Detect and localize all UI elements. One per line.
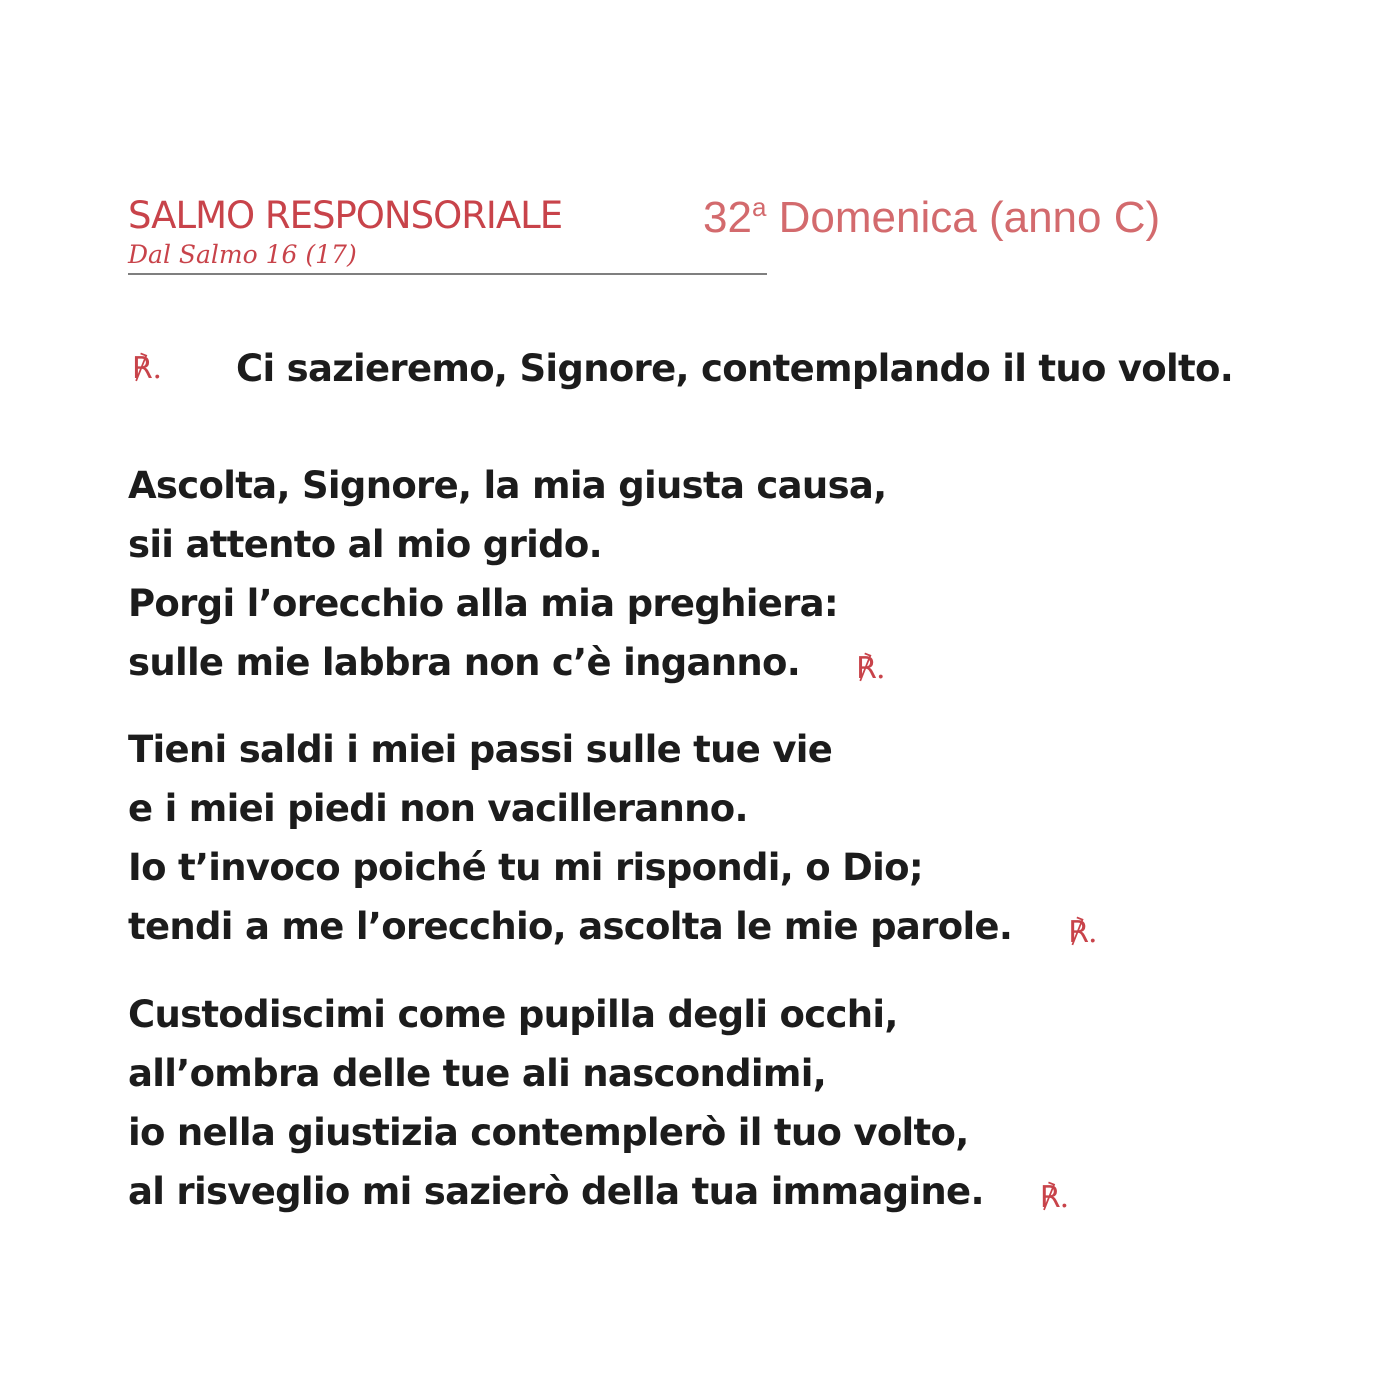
response-symbol: ℟. (132, 351, 163, 386)
verse-line: io nella giustizia contemplerò il tuo volto, (128, 1111, 969, 1154)
verse-text: tendi a me l’orecchio, ascolta le mie parole. (128, 905, 1013, 948)
verse-line-last (128, 897, 1097, 959)
stanza-1 (128, 456, 887, 695)
stanza-2 (128, 720, 1097, 959)
response-symbol: ℟. (856, 651, 885, 686)
section-title: SALMO RESPONSORIALE (128, 194, 563, 237)
stanza-3 (128, 985, 1068, 1224)
verse-line: sii attento al mio grido. (128, 523, 602, 566)
refrain-text: Ci sazieremo, Signore, contemplando il tuo volto. (236, 347, 1234, 390)
verse-line: all’ombra delle tue ali nascondimi, (128, 1052, 827, 1095)
verse-line: Io t’invoco poiché tu mi rispondi, o Dio; (128, 846, 923, 889)
occasion-text: Domenica (anno C) (766, 193, 1161, 242)
occasion-ordinal-indicator: a (751, 192, 767, 222)
liturgical-occasion (703, 192, 1160, 249)
occasion-number: 32 (703, 193, 752, 242)
verse-line: Porgi l’orecchio alla mia preghiera: (128, 582, 839, 625)
verse-text: sulle mie labbra non c’è inganno. (128, 641, 801, 684)
verse-line: Tieni saldi i miei passi sulle tue vie (128, 728, 833, 771)
response-symbol: ℟. (1039, 1180, 1069, 1215)
verse-line-last (128, 633, 887, 695)
verse-line: e i miei piedi non vacilleranno. (128, 787, 748, 830)
verse-line-last (128, 1162, 1068, 1224)
response-symbol: ℟. (1068, 915, 1097, 950)
verse-text: al risveglio mi sazierò della tua immagine. (128, 1170, 984, 1213)
verse-line: Custodiscimi come pupilla degli occhi, (128, 993, 898, 1036)
verse-line: Ascolta, Signore, la mia giusta causa, (128, 464, 887, 507)
psalm-source: Dal Salmo 16 (17) (128, 240, 357, 269)
header-divider (128, 273, 767, 275)
